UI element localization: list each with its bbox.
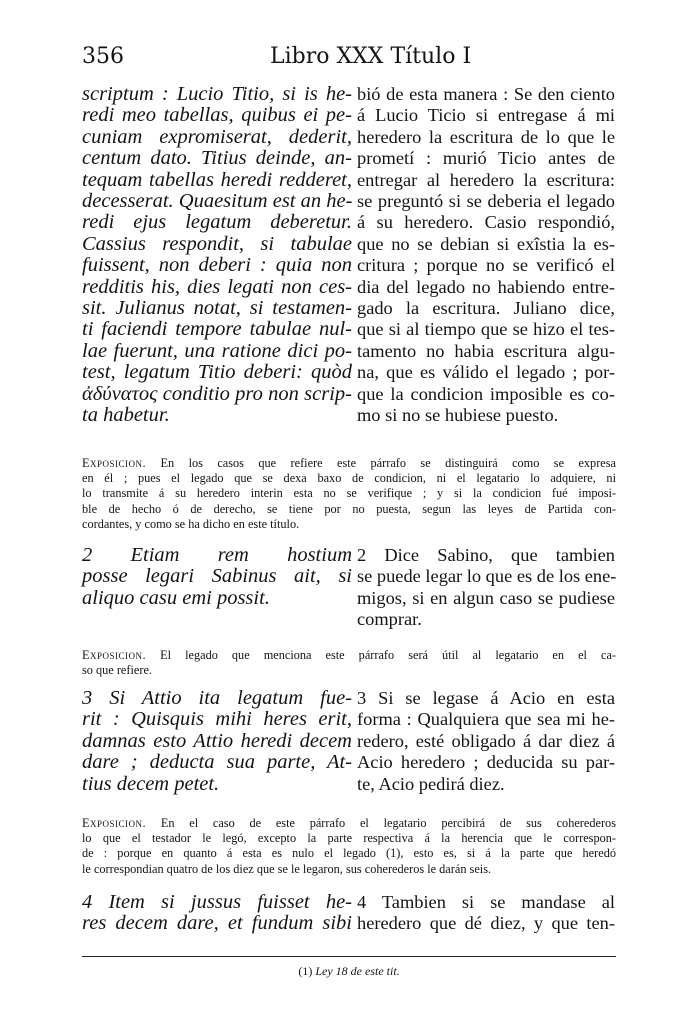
spanish-line: migos, si en algun caso se pudiese — [357, 587, 615, 608]
footnote-text: Ley 18 de este tit. — [315, 964, 400, 978]
exposicion-line: ble de hecho ó de derecho, se tiene por no puesta, segun las leyes de Partida con- — [82, 501, 616, 516]
latin-line: 3 Si Attio ita legatum fue- — [82, 687, 352, 709]
latin-line: tequam tabellas heredi redderet, — [82, 168, 352, 191]
exposicion-line: Exposicion. El legado que menciona este párrafo será útil al legatario en el ca- — [82, 648, 616, 662]
exposicion-line: Exposicion. En los casos que refiere este párrafo se distinguirá como se expresa — [82, 456, 616, 470]
spanish-line: entregar al heredero la escritura: — [357, 169, 615, 190]
latin-line: ta habetur. — [82, 404, 170, 427]
spanish-line: gado la escritura. Juliano dice, — [357, 298, 615, 319]
footnote — [82, 964, 616, 979]
exposicion-1 — [82, 456, 616, 532]
spanish-line: que no se debian si exîstia la es- — [357, 233, 615, 254]
latin-line: dare ; deducta sua parte, At- — [82, 751, 352, 774]
latin-line: 2 Etiam rem hostium — [82, 544, 352, 566]
latin-line: fuissent, non deberi : quia non — [82, 254, 352, 277]
exposicion-line: cordantes, y como se ha dicho en este título. — [82, 516, 300, 531]
latin-line: cuniam expromiserat, dederit, — [82, 125, 352, 148]
spanish-line: se preguntó si se deberia el legado — [357, 191, 615, 212]
latin-line: ti faciendi tempore tabulae nul- — [82, 318, 352, 341]
spanish-line: Acio heredero ; deducida su par- — [357, 752, 615, 773]
latin-line: sit. Julianus notat, si testamen- — [82, 297, 352, 320]
footnote-divider — [82, 956, 616, 957]
spanish-line: heredero que dé diez, y que ten- — [357, 913, 615, 934]
latin-line: aliquo casu emi possit. — [82, 586, 270, 609]
running-title: Libro XXX Título I — [270, 44, 472, 69]
exposicion-2 — [82, 648, 616, 678]
latin-line: decesserat. Quaesitum est an he- — [82, 190, 353, 213]
exposicion-line: de : porque en quanto á esta es nulo el legado (1), esto es, si á la parte que heredó — [82, 846, 616, 861]
spanish-line: que si al tiempo que se hizo el tes- — [357, 319, 615, 340]
running-header — [82, 40, 612, 74]
latin-line: scriptum : Lucio Titio, si is he- — [82, 83, 352, 105]
spanish-column — [357, 84, 615, 427]
spanish-line: dia del legado no habiendo entre- — [357, 276, 615, 297]
spanish-line: á Lucio Ticio si entregase á mi — [357, 105, 615, 126]
spanish-line: 2 Dice Sabino, que tambien — [357, 545, 615, 565]
latin-line: test, legatum Titio deberi: quòd — [82, 361, 352, 384]
latin-line: 4 Item si jussus fuisset he- — [82, 891, 352, 913]
latin-line: lae fuerunt, una ratione dici po- — [82, 339, 352, 362]
exposicion-line: en él ; pues el legado que se dexa baxo de condicion, ni el legatario lo adquiere, ni — [82, 471, 616, 486]
spanish-line: te, Acio pedirá diez. — [357, 773, 505, 794]
page-number: 356 — [82, 44, 124, 69]
spanish-line: redero, esté obligado á dar diez á — [357, 730, 615, 751]
latin-line: res decem dare, et fundum sibi — [82, 912, 352, 935]
spanish-line: mo si no se hubiese puesto. — [357, 405, 559, 426]
spanish-column — [357, 545, 615, 631]
spanish-line: bió de esta manera : Se den ciento — [357, 84, 615, 104]
latin-line: ἀδύνατος conditio pro non scrip- — [82, 382, 352, 405]
exposicion-line: le correspondian quatro de los diez que se le legaron, sus coherederos le darán seis. — [82, 861, 492, 876]
latin-line: rit : Quisquis mihi heres erit, — [82, 708, 352, 731]
spanish-line: comprar. — [357, 609, 422, 630]
exposicion-line: so que refiere. — [82, 663, 152, 678]
latin-column — [82, 892, 352, 935]
footnote-marker: (1) — [298, 964, 313, 978]
spanish-line: tamento no habia escritura algu- — [357, 340, 615, 361]
latin-line: posse legari Sabinus ait, si — [82, 565, 352, 588]
spanish-column — [357, 892, 615, 935]
spanish-line: na, que es válido el legado ; por- — [357, 362, 615, 383]
latin-line: tius decem petet. — [82, 772, 220, 795]
latin-line: centum dato. Titius deinde, an- — [82, 147, 352, 170]
latin-line: damnas esto Attio heredi decem — [82, 729, 352, 752]
spanish-line: critura ; porque no se verificó el — [357, 255, 615, 276]
spanish-line: á su heredero. Casio respondió, — [357, 212, 615, 233]
latin-column — [82, 84, 352, 427]
latin-column — [82, 545, 352, 609]
spanish-line: prometí : murió Ticio antes de — [357, 148, 615, 169]
spanish-line: 4 Tambien si se mandase al — [357, 892, 615, 912]
exposicion-line: lo que el testador le legó, excepto la parte respectiva á la herencia que le correspon- — [82, 831, 616, 846]
spanish-line: que la condicion imposible es co- — [357, 383, 615, 404]
latin-line: redditis his, dies legati non ces- — [82, 275, 352, 298]
spanish-line: 3 Si se legase á Acio en esta — [357, 688, 615, 708]
latin-column — [82, 688, 352, 795]
exposicion-3 — [82, 816, 616, 877]
exposicion-line: lo transmite á su heredero interin esta no se verifique ; y si la condicion fué imposi- — [82, 486, 616, 501]
latin-line: redi ejus legatum deberetur. — [82, 211, 352, 234]
spanish-column — [357, 688, 615, 795]
exposicion-line: Exposicion. En el caso de este párrafo el legatario percibirá de sus coherederos — [82, 816, 616, 830]
latin-line: Cassius respondit, si tabulae — [82, 232, 352, 255]
spanish-line: forma : Qualquiera que sea mi he- — [357, 709, 615, 730]
spanish-line: se puede legar lo que es de los ene- — [357, 566, 617, 587]
latin-line: redi meo tabellas, quibus ei pe- — [82, 104, 352, 127]
spanish-line: heredero la escritura de lo que le — [357, 126, 615, 147]
